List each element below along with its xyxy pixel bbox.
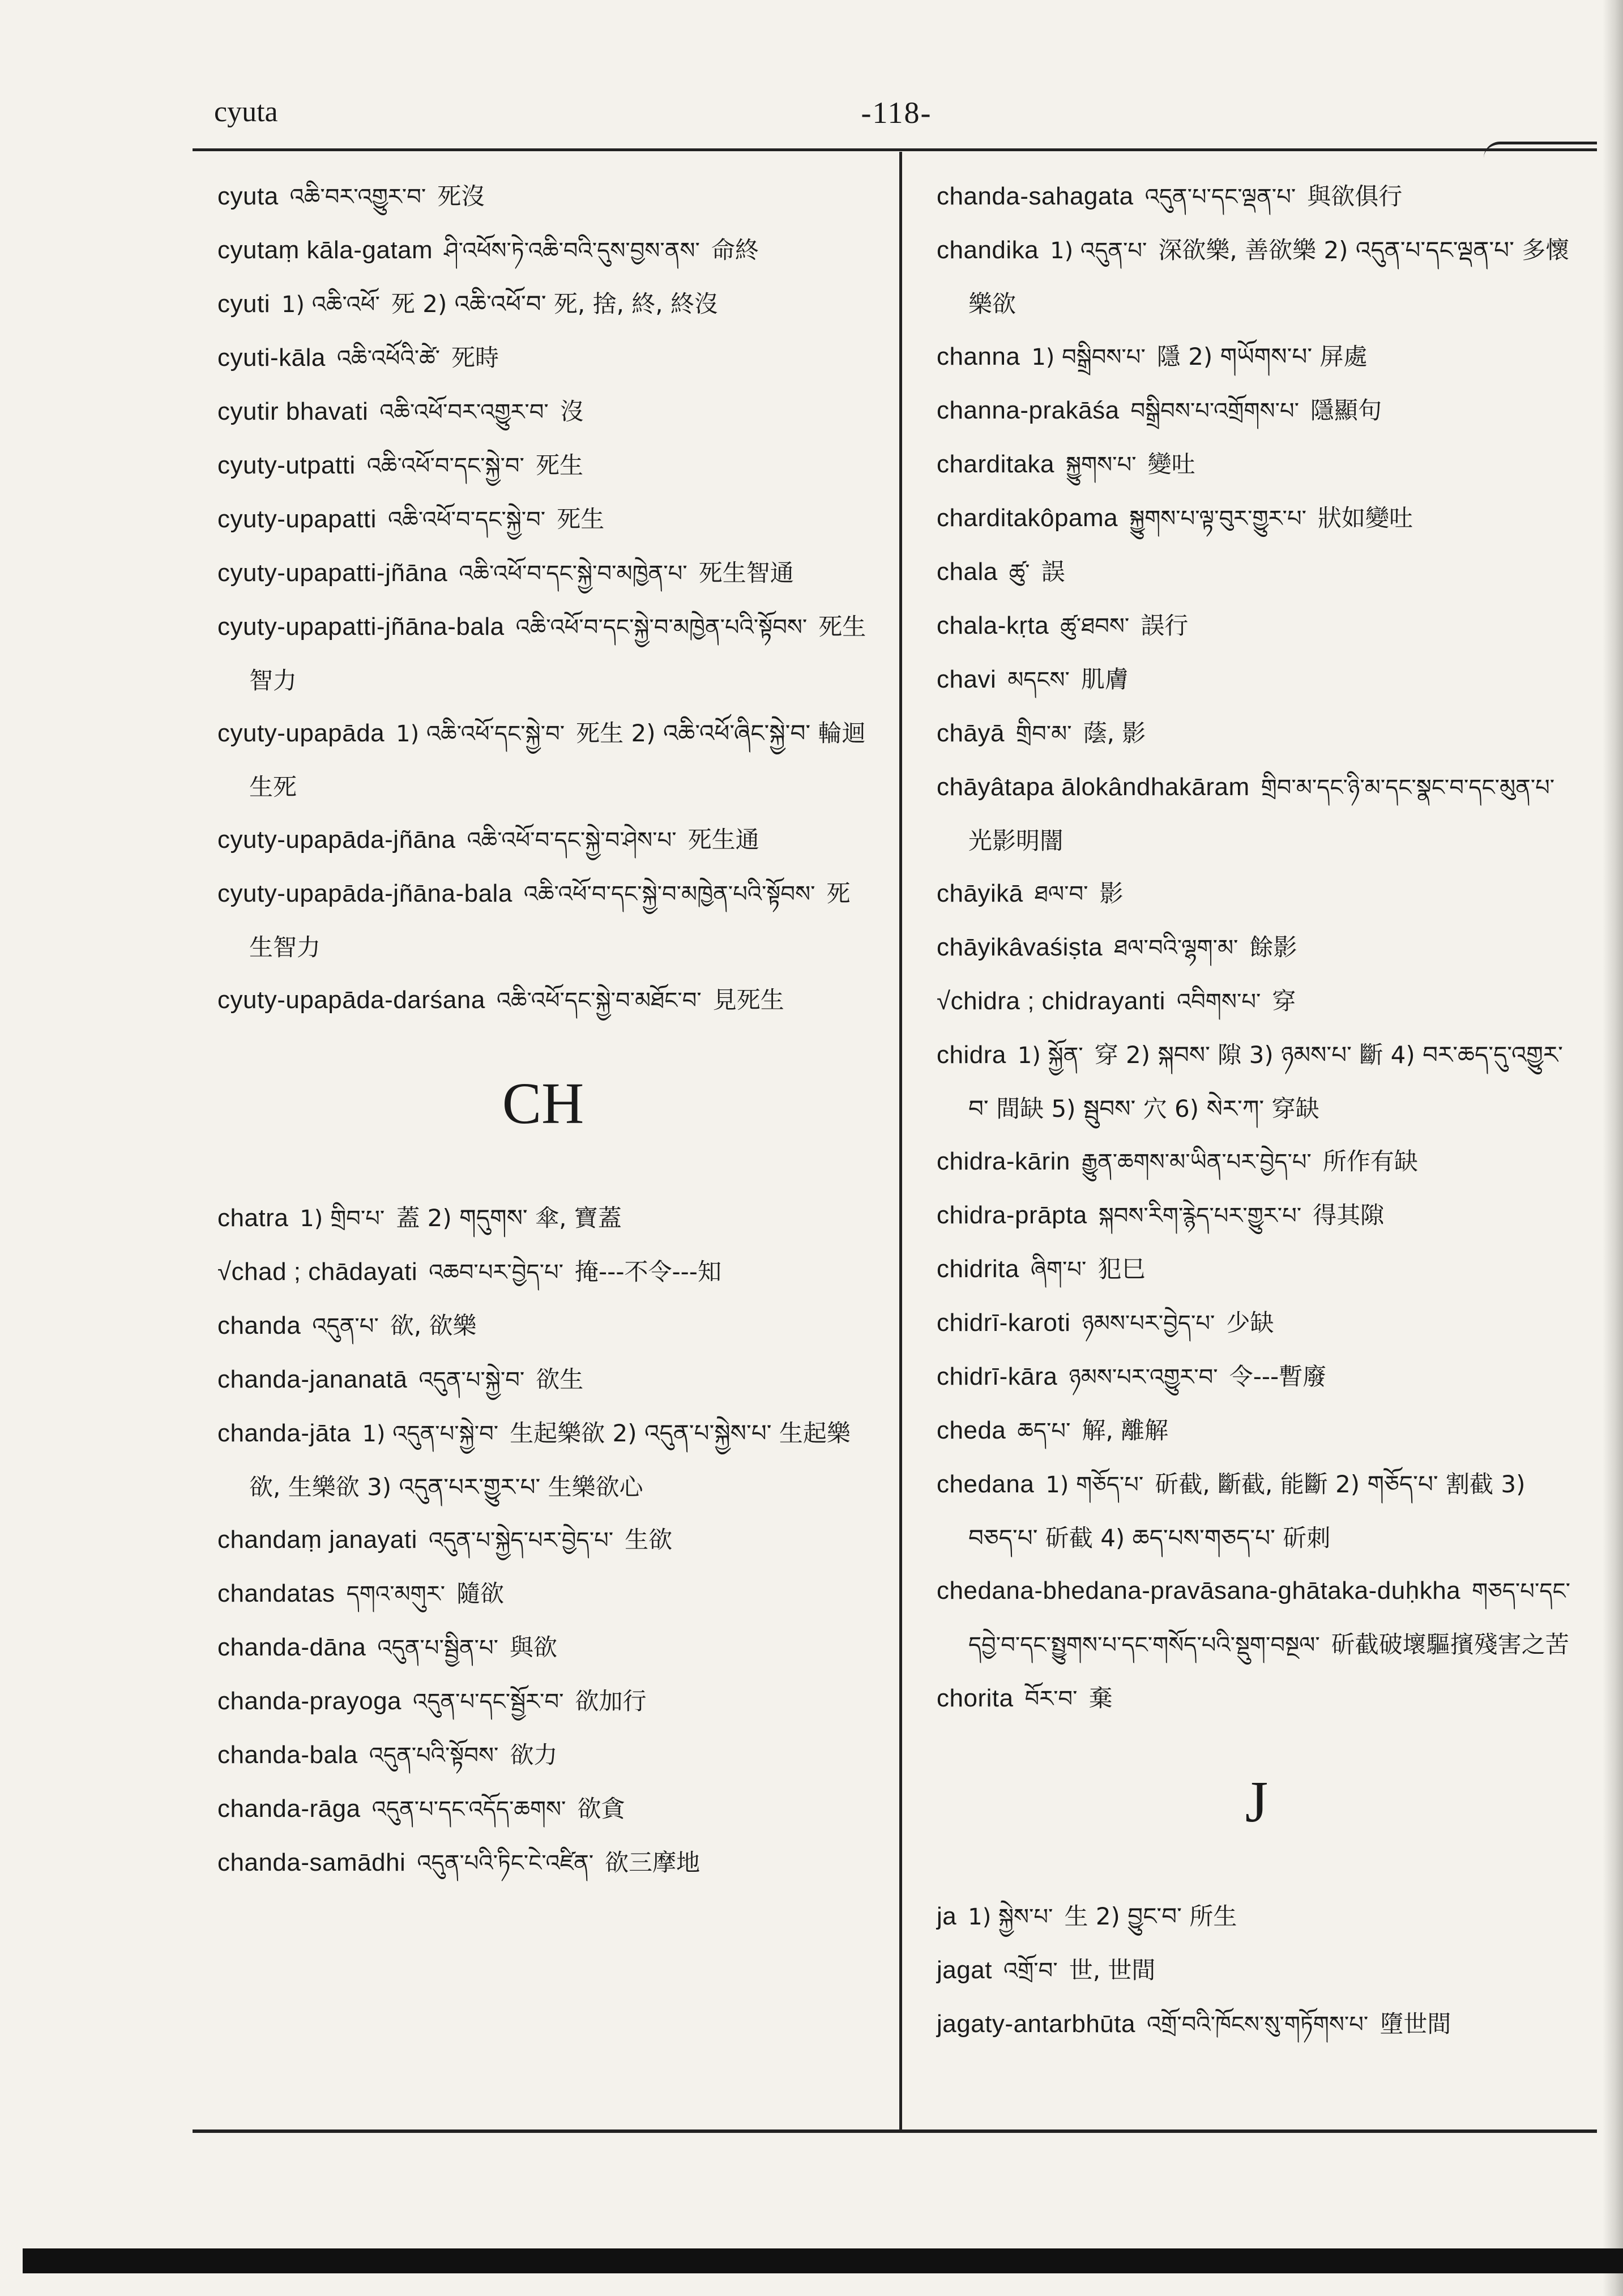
entry-term: cyuty-upapāda-jñāna-bala xyxy=(217,880,512,907)
entry-chinese: 死生智通 xyxy=(698,559,794,587)
dictionary-entry xyxy=(937,170,1577,224)
entry-term: chāyâtapa ālokândhakāram xyxy=(937,773,1250,801)
entry-tibetan: འཆི་འཕོ་བ་དང་སྐྱེ་བ་ xyxy=(366,453,524,479)
entry-term: chanda-samādhi xyxy=(217,1849,406,1876)
entry-term: charditaka xyxy=(937,450,1055,478)
right-entries-j xyxy=(937,1890,1577,2051)
entry-tibetan: གྲིབ་མ་ xyxy=(1015,721,1072,747)
entry-chinese: 棄 xyxy=(1088,1684,1113,1712)
column-divider xyxy=(899,152,902,2129)
entry-chinese: 少缺 xyxy=(1226,1309,1274,1337)
dictionary-entry xyxy=(217,1675,869,1729)
entry-term: cyuty-upapāda xyxy=(217,719,385,747)
left-entries xyxy=(217,170,869,1027)
entry-term: chala xyxy=(937,558,998,586)
section-heading-ch: CH xyxy=(502,1071,584,1136)
entry-chinese: 蔭, 影 xyxy=(1083,719,1146,747)
entry-term: chedana xyxy=(937,1470,1035,1498)
entry-term: chidra-kārin xyxy=(937,1147,1070,1175)
dictionary-entry xyxy=(937,1296,1577,1350)
dictionary-entry xyxy=(217,170,869,224)
entry-term: chala-kṛta xyxy=(937,612,1049,639)
entry-term: chanda-dāna xyxy=(217,1633,366,1661)
entry-chinese: 死生 2) འཆི་འཕོ་ཞིང་སྐྱེ་བ་ 輪迴生死 xyxy=(249,719,866,801)
entry-term: chanda-prayoga xyxy=(217,1687,402,1715)
dictionary-entry xyxy=(937,1028,1577,1135)
entry-tibetan: འདུན་པ་སྦྱིན་པ་ xyxy=(377,1635,498,1661)
dictionary-entry xyxy=(217,1621,869,1675)
entry-chinese: 深欲樂, 善欲樂 2) འདུན་པ་དང་ལྡན་པ་ 多懷樂欲 xyxy=(968,236,1570,318)
entry-chinese: 掩---不令---知 xyxy=(575,1258,721,1286)
entry-chinese: 生起樂欲 2) འདུན་པ་སྐྱེས་པ་ 生起樂欲, 生樂欲 3) འདུན་པར་གྱུར་པ་ 生樂欲心 xyxy=(249,1419,851,1501)
entry-term: chāyā xyxy=(937,719,1005,747)
header-rule-curl xyxy=(1484,142,1597,158)
entry-chinese: 欲貪 xyxy=(577,1795,625,1823)
entry-chinese: 世, 世間 xyxy=(1069,1956,1156,1984)
entry-chinese: 死 2) འཆི་འཕོ་བ་ 死, 捨, 終, 終沒 xyxy=(391,290,719,318)
entry-term: chanda-bala xyxy=(217,1741,358,1769)
entry-tibetan: འདུན་པ་དང་ལྡན་པ་ xyxy=(1144,184,1296,210)
entry-tibetan: འདུན་པ་དང་སྦྱོར་བ་ xyxy=(413,1689,564,1715)
dictionary-entry xyxy=(217,439,869,493)
dictionary-entry xyxy=(217,385,869,439)
entry-tibetan: འཆི་འཕོ་དང་སྐྱེ་བ་མཐོང་བ་ xyxy=(496,988,702,1014)
entry-chinese: 隱顯句 xyxy=(1310,396,1382,424)
entry-chinese: 所作有缺 xyxy=(1322,1147,1418,1175)
entry-term: chavi xyxy=(937,665,997,693)
entry-tibetan: འདུན་པའི་སྟོབས་ xyxy=(369,1743,499,1769)
entry-term: cyuti xyxy=(217,290,270,318)
entry-tibetan: འབིགས་པ་ xyxy=(1176,989,1261,1015)
entry-term: chanda-jāta xyxy=(217,1419,351,1447)
entry-chinese: 變吐 xyxy=(1147,450,1195,478)
entry-term: chanda-rāga xyxy=(217,1795,361,1823)
entry-tibetan: འཆི་འཕོ་བ་དང་སྐྱེ་བ་མཁྱེན་པའི་སྟོབས་ xyxy=(523,881,815,907)
entry-tibetan: འཆི་འཕོ་བ་དང་སྐྱེ་བ་མཁྱེན་པའི་སྟོབས་ xyxy=(515,614,808,641)
footer-rule xyxy=(193,2129,1597,2133)
entry-term: cyuty-upapāda-jñāna xyxy=(217,826,456,853)
entry-tibetan: གྲིབ་མ་དང་ཉི་མ་དང་སྣང་བ་དང་མུན་པ་ xyxy=(1261,775,1555,801)
entry-chinese: 沒 xyxy=(559,398,584,425)
entry-chinese: 死生智力 xyxy=(249,880,851,961)
page-header xyxy=(214,95,1579,140)
entry-term: √chad ; chādayati xyxy=(217,1258,418,1286)
entry-chinese: 見死生 xyxy=(712,986,784,1014)
entry-tibetan: འཆི་འཕོ་བར་འགྱུར་བ་ xyxy=(379,399,549,425)
right-column xyxy=(937,170,1577,2051)
entry-tibetan: འགྲོ་བ་ xyxy=(1003,1958,1058,1984)
dictionary-entry xyxy=(217,974,869,1027)
dictionary-entry xyxy=(217,1407,869,1513)
entry-term: chidrita xyxy=(937,1255,1019,1283)
dictionary-entry xyxy=(937,1404,1577,1458)
entry-term: chandika xyxy=(937,236,1039,264)
entry-chinese: 誤 xyxy=(1041,558,1065,586)
left-column xyxy=(217,170,869,1890)
dictionary-entry xyxy=(217,1567,869,1621)
entry-chinese: 穿 xyxy=(1272,987,1296,1015)
entry-term: chorita xyxy=(937,1684,1014,1712)
entry-tibetan: 1) སྐྱེས་པ་ xyxy=(968,1904,1053,1930)
entry-term: cyuty-utpatti xyxy=(217,451,356,479)
entry-tibetan: ཉམས་པར་འགྱུར་བ་ xyxy=(1069,1364,1218,1390)
dictionary-entry xyxy=(217,1729,869,1782)
entry-term: chidra-prāpta xyxy=(937,1201,1087,1229)
entry-tibetan: འཆི་འཕོའི་ཚེ་ xyxy=(336,345,441,372)
entry-tibetan: འདུན་པ་སྐྱེ་བ་ xyxy=(418,1367,525,1393)
entry-term: chedana-bhedana-pravāsana-ghātaka-duḥkha xyxy=(937,1577,1461,1604)
entry-tibetan: བོར་བ་ xyxy=(1024,1686,1078,1712)
entry-chinese: 狀如變吐 xyxy=(1318,504,1413,532)
entry-term: cyuti-kāla xyxy=(217,344,326,372)
entry-chinese: 餘影 xyxy=(1249,933,1297,961)
entry-term: chandaṃ janayati xyxy=(217,1526,417,1554)
entry-tibetan: ཆད་པ་ xyxy=(1017,1418,1071,1444)
entry-term: ja xyxy=(937,1902,957,1930)
dictionary-entry xyxy=(937,599,1577,653)
dictionary-entry xyxy=(217,600,869,707)
entry-tibetan: 1) འདུན་པ་སྐྱེ་བ་ xyxy=(362,1421,499,1447)
dictionary-entry xyxy=(217,1513,869,1567)
entry-tibetan: འདུན་པ་དང་འདོད་ཆགས་ xyxy=(371,1796,566,1823)
entry-term: chandatas xyxy=(217,1580,335,1607)
entry-term: √chidra ; chidrayanti xyxy=(937,987,1165,1015)
entry-tibetan: བསྒྲིབས་པ་འགྲོགས་པ་ xyxy=(1130,398,1300,424)
entry-term: charditakôpama xyxy=(937,504,1118,532)
dictionary-entry xyxy=(937,224,1577,330)
entry-chinese: 與欲俱行 xyxy=(1307,182,1403,210)
dictionary-entry xyxy=(217,1782,869,1836)
entry-tibetan: ཚུ་ xyxy=(1009,560,1030,586)
dictionary-entry xyxy=(217,1836,869,1890)
entry-tibetan: མདངས་ xyxy=(1007,667,1070,693)
entry-tibetan: 1) གྲིབ་པ་ xyxy=(300,1206,385,1232)
dictionary-entry xyxy=(937,545,1577,599)
entry-tibetan: 1) བསྒྲིབས་པ་ xyxy=(1031,344,1146,370)
scan-bottom-bar xyxy=(23,2248,1623,2273)
entry-chinese: 欲三摩地 xyxy=(605,1849,701,1876)
entry-term: cyuta xyxy=(217,182,279,210)
entry-chinese: 死生 xyxy=(557,505,605,533)
entry-tibetan: 1) འཆི་འཕོ་དང་སྐྱེ་བ་ xyxy=(396,721,565,747)
entry-chinese: 死生智力 xyxy=(249,613,866,694)
dictionary-entry xyxy=(937,867,1577,921)
entry-term: chanda-jananatā xyxy=(217,1365,408,1393)
entry-term: cyuty-upapatti-jñāna-bala xyxy=(217,613,505,641)
dictionary-entry xyxy=(217,1353,869,1407)
entry-chinese: 穿 2) སྐབས་ 隙 3) ཉམས་པ་ 斷 4) བར་ཆད་དུ་འགྱུར་བ་ 間缺 5) སྦུབས་ 穴 6) སེར་ཀ་ 穿缺 xyxy=(968,1041,1563,1123)
entry-chinese: 斫截破壞驅擯殘害之苦 xyxy=(1331,1631,1569,1658)
entry-tibetan: འཆི་འཕོ་བ་དང་སྐྱེ་བ་མཁྱེན་པ་ xyxy=(459,561,687,587)
entry-term: channa xyxy=(937,343,1020,370)
dictionary-entry xyxy=(937,438,1577,492)
entry-chinese: 蓋 2) གདུགས་ 傘, 寶蓋 xyxy=(396,1204,622,1232)
dictionary-entry xyxy=(937,707,1577,761)
entry-tibetan: 1) འཆི་འཕོ་ xyxy=(281,292,380,318)
entry-term: chatra xyxy=(217,1204,289,1232)
dictionary-entry xyxy=(217,278,869,331)
entry-tibetan: གཅད་པ་དང་དབྱེ་བ་དང་སྤྱུགས་པ་དང་གསོད་པའི་སྡུག་བསྔལ་ xyxy=(968,1578,1570,1658)
entry-chinese: 死生通 xyxy=(687,826,759,853)
entry-tibetan: 1) འདུན་པ་ xyxy=(1050,238,1147,264)
dictionary-entry xyxy=(937,1672,1577,1726)
entry-chinese: 隨欲 xyxy=(456,1580,505,1607)
entry-chinese: 死時 xyxy=(451,344,499,372)
dictionary-entry xyxy=(937,330,1577,384)
dictionary-entry xyxy=(937,1564,1577,1672)
entry-tibetan: འདུན་པའི་ཏིང་ངེ་འཛིན་ xyxy=(417,1850,594,1876)
dictionary-entry xyxy=(937,384,1577,438)
entry-chinese: 欲生 xyxy=(536,1365,584,1393)
entry-chinese: 肌膚 xyxy=(1080,665,1129,693)
entry-term: chāyikâvaśiṣta xyxy=(937,933,1103,961)
left-entries-ch xyxy=(217,1192,869,1890)
dictionary-entry xyxy=(217,1245,869,1299)
dictionary-entry xyxy=(937,1135,1577,1189)
entry-tibetan: ཉམས་པར་བྱེད་པ་ xyxy=(1082,1311,1215,1337)
entry-chinese: 死沒 xyxy=(437,182,485,210)
dictionary-entry xyxy=(937,653,1577,707)
entry-chinese: 斫截, 斷截, 能斷 2) གཅོད་པ་ 割截 3) བཅད་པ་ 斫截 4) ཆད་པས་གཅད་པ་ 斫刺 xyxy=(968,1470,1526,1552)
dictionary-entry xyxy=(937,1944,1577,1998)
dictionary-entry xyxy=(937,1890,1577,1944)
section-heading-j: J xyxy=(1245,1769,1268,1834)
entry-term: cyutaṃ kāla-gatam xyxy=(217,236,433,264)
entry-chinese: 解, 離解 xyxy=(1082,1416,1169,1444)
dictionary-entry xyxy=(937,1243,1577,1296)
entry-term: cyutir bhavati xyxy=(217,398,369,425)
dictionary-entry xyxy=(217,1299,869,1353)
entry-chinese: 隱 2) གཡོགས་པ་ 屏處 xyxy=(1156,343,1368,370)
entry-chinese: 死生 xyxy=(535,451,583,479)
entry-chinese: 犯巳 xyxy=(1097,1255,1146,1283)
entry-tibetan: ཤི་འཕོས་ཏེ་འཆི་བའི་དུས་བྱས་ནས་ xyxy=(444,238,700,264)
entry-chinese: 得其隙 xyxy=(1313,1201,1385,1229)
entry-tibetan: སྐྱུགས་པ་ལྟ་བུར་གྱུར་པ་ xyxy=(1129,506,1306,532)
entry-term: cyuty-upapāda-darśana xyxy=(217,986,485,1014)
right-entries xyxy=(937,170,1577,1726)
dictionary-entry xyxy=(217,867,869,974)
dictionary-entry xyxy=(937,1189,1577,1243)
entry-tibetan: སྐྱུགས་པ་ xyxy=(1066,452,1137,478)
entry-term: cheda xyxy=(937,1416,1006,1444)
entry-tibetan: འཆི་བར་འགྱུར་བ་ xyxy=(289,184,426,210)
entry-tibetan: ཐལ་བ་ xyxy=(1034,881,1088,907)
entry-tibetan: འཆི་འཕོ་བ་དང་སྐྱེ་བ་ཤེས་པ་ xyxy=(467,827,677,853)
dictionary-entry xyxy=(937,1350,1577,1404)
entry-chinese: 光影明闇 xyxy=(968,827,1064,855)
entry-tibetan: འཆི་འཕོ་བ་དང་སྐྱེ་བ་ xyxy=(387,507,546,533)
entry-tibetan: ཚུ་ཐབས་ xyxy=(1060,613,1130,639)
entry-chinese: 欲加行 xyxy=(575,1687,647,1715)
dictionary-entry xyxy=(217,224,869,278)
entry-tibetan: རྒྱུན་ཆགས་མ་ཡིན་པར་བྱེད་པ་ xyxy=(1081,1149,1312,1175)
entry-chinese: 生 2) བྱུང་བ་ 所生 xyxy=(1064,1902,1237,1930)
dictionary-entry xyxy=(217,493,869,547)
entry-term: jagat xyxy=(937,1956,992,1984)
entry-tibetan: ཐལ་བའི་ལྷག་མ་ xyxy=(1114,935,1238,961)
entry-chinese: 影 xyxy=(1099,880,1124,907)
dictionary-entry xyxy=(937,761,1577,867)
guide-word: cyuta xyxy=(214,96,278,128)
entry-term: jagaty-antarbhūta xyxy=(937,2010,1135,2038)
entry-chinese: 欲力 xyxy=(510,1741,558,1769)
dictionary-entry xyxy=(937,1458,1577,1564)
entry-chinese: 墮世間 xyxy=(1379,2010,1451,2038)
entry-chinese: 令---暫廢 xyxy=(1229,1363,1327,1390)
entry-chinese: 命終 xyxy=(711,236,759,264)
dictionary-entry xyxy=(937,921,1577,975)
entry-term: chāyikā xyxy=(937,880,1023,907)
scan-edge xyxy=(1603,0,1623,2296)
entry-tibetan: འགྲོ་བའི་ཁོངས་སུ་གཏོགས་པ་ xyxy=(1146,2012,1369,2038)
dictionary-entry xyxy=(937,492,1577,545)
dictionary-entry xyxy=(217,547,869,600)
entry-term: channa-prakāśa xyxy=(937,396,1120,424)
entry-tibetan: 1) གཅོད་པ་ xyxy=(1045,1472,1144,1498)
entry-tibetan: 1) སྐྱོན་ xyxy=(1017,1043,1083,1069)
entry-chinese: 與欲 xyxy=(510,1633,558,1661)
entry-tibetan: འཆབ་པར་བྱེད་པ་ xyxy=(429,1260,564,1286)
entry-chinese: 生欲 xyxy=(625,1526,673,1554)
dictionary-entry xyxy=(217,1192,869,1245)
entry-tibetan: འདུན་པ་ xyxy=(312,1313,379,1339)
entry-chinese: 誤行 xyxy=(1141,612,1189,639)
entry-term: chidra xyxy=(937,1041,1006,1069)
entry-chinese: 欲, 欲樂 xyxy=(390,1312,477,1339)
entry-term: cyuty-upapatti xyxy=(217,505,377,533)
entry-tibetan: ཞིག་པ་ xyxy=(1030,1257,1087,1283)
entry-term: chanda-sahagata xyxy=(937,182,1134,210)
page-number: -118- xyxy=(861,96,932,130)
entry-tibetan: སྐབས་རིག་རྙེད་པར་གྱུར་པ་ xyxy=(1098,1203,1302,1229)
entry-term: cyuty-upapatti-jñāna xyxy=(217,559,448,587)
entry-tibetan: འདུན་པ་སྐྱེད་པར་བྱེད་པ་ xyxy=(428,1527,614,1554)
dictionary-entry xyxy=(937,975,1577,1028)
dictionary-entry xyxy=(217,813,869,867)
dictionary-entry xyxy=(217,331,869,385)
dictionary-entry xyxy=(937,1998,1577,2051)
header-rule xyxy=(193,148,1597,151)
entry-term: chidrī-kāra xyxy=(937,1363,1058,1390)
entry-tibetan: དགའ་མགུར་ xyxy=(346,1581,446,1607)
dictionary-entry xyxy=(217,707,869,813)
entry-term: chidrī-karoti xyxy=(937,1309,1071,1337)
entry-term: chanda xyxy=(217,1312,301,1339)
